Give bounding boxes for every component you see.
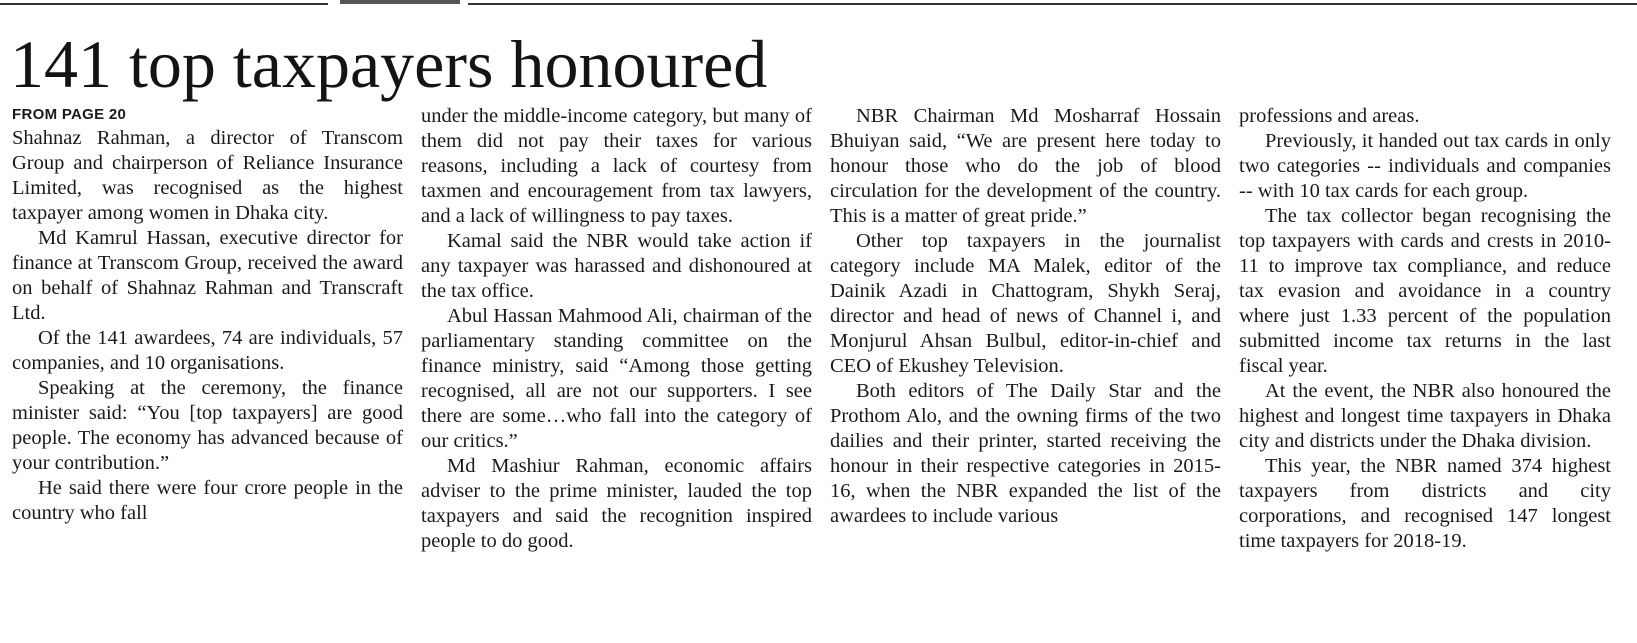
paragraph: under the middle-income category, but many of them did not pay their taxes for various reasons, including a lack of courtesy from taxmen and encouragement from tax lawyers, and a lack of willingness to pay taxes.	[421, 105, 812, 227]
paragraph: Kamal said the NBR would take action if any taxpayer was harassed and dishonoured at the tax office.	[421, 230, 812, 302]
column-3	[830, 104, 1221, 640]
paragraph: Shahnaz Rahman, a director of Transcom Group and chairperson of Reliance Insurance Limited, was recognised as the highest taxpayer among women in Dhaka city.	[12, 127, 403, 224]
paragraph: Both editors of The Daily Star and the Prothom Alo, and the owning firms of the two dailies and their printer, started receiving the honour in their respective categories in 2015-16, when the NBR expanded the list of the awardees to include various	[830, 380, 1221, 527]
column-2	[421, 104, 812, 640]
article-body	[12, 104, 1632, 640]
jump-line: FROM PAGE 20	[12, 106, 127, 123]
paragraph: professions and areas.	[1239, 105, 1420, 127]
paragraph: Md Mashiur Rahman, economic affairs adviser to the prime minister, lauded the top taxpayers and said the recognition inspired people to do good.	[421, 455, 812, 552]
paragraph: This year, the NBR named 374 highest taxpayers from districts and city corporations, and recognised 147 longest time taxpayers for 2018-19.	[1239, 455, 1611, 552]
paragraph: At the event, the NBR also honoured the highest and longest time taxpayers in Dhaka city and districts under the Dhaka division.	[1239, 380, 1611, 452]
column-1	[12, 104, 403, 640]
paragraph: Of the 141 awardees, 74 are individuals, 57 companies, and 10 organisations.	[12, 327, 403, 374]
paragraph: Previously, it handed out tax cards in only two categories -- individuals and companies -- with 10 tax cards for each group.	[1239, 130, 1611, 202]
paragraph: Abul Hassan Mahmood Ali, chairman of the parliamentary standing committee on the finance ministry, said “Among those getting recognised, all are not our supporters. I see there are some…who fall into the category of our critics.”	[421, 305, 812, 452]
paragraph: NBR Chairman Md Mosharraf Hossain Bhuiyan said, “We are present here today to honour those who do the job of blood circulation for the development of the country. This is a matter of great pride.”	[830, 105, 1221, 227]
column-4	[1239, 104, 1611, 640]
paragraph: He said there were four crore people in the country who fall	[12, 477, 403, 524]
section-tab-mark	[340, 0, 460, 4]
paragraph: The tax collector began recognising the top taxpayers with cards and crests in 2010-11 to improve tax compliance, and reduce tax evasion and avoidance in a country where just 1.33 percent of the population submitted income tax returns in the last fiscal year.	[1239, 205, 1611, 377]
paragraph: Md Kamrul Hassan, executive director for finance at Transcom Group, received the award on behalf of Shahnaz Rahman and Transcraft Ltd.	[12, 227, 403, 324]
paragraph: Other top taxpayers in the journalist category include MA Malek, editor of the Dainik Azadi in Chattogram, Shykh Seraj, director and head of news of Channel i, and Monjurul Ahsan Bulbul, editor-in-chief and CEO of Ekushey Television.	[830, 230, 1221, 377]
top-rule	[0, 3, 1637, 5]
headline: 141 top taxpayers honoured	[10, 26, 768, 102]
paragraph: Speaking at the ceremony, the finance minister said: “You [top taxpayers] are good people. The economy has advanced because of your contribution.”	[12, 377, 403, 474]
